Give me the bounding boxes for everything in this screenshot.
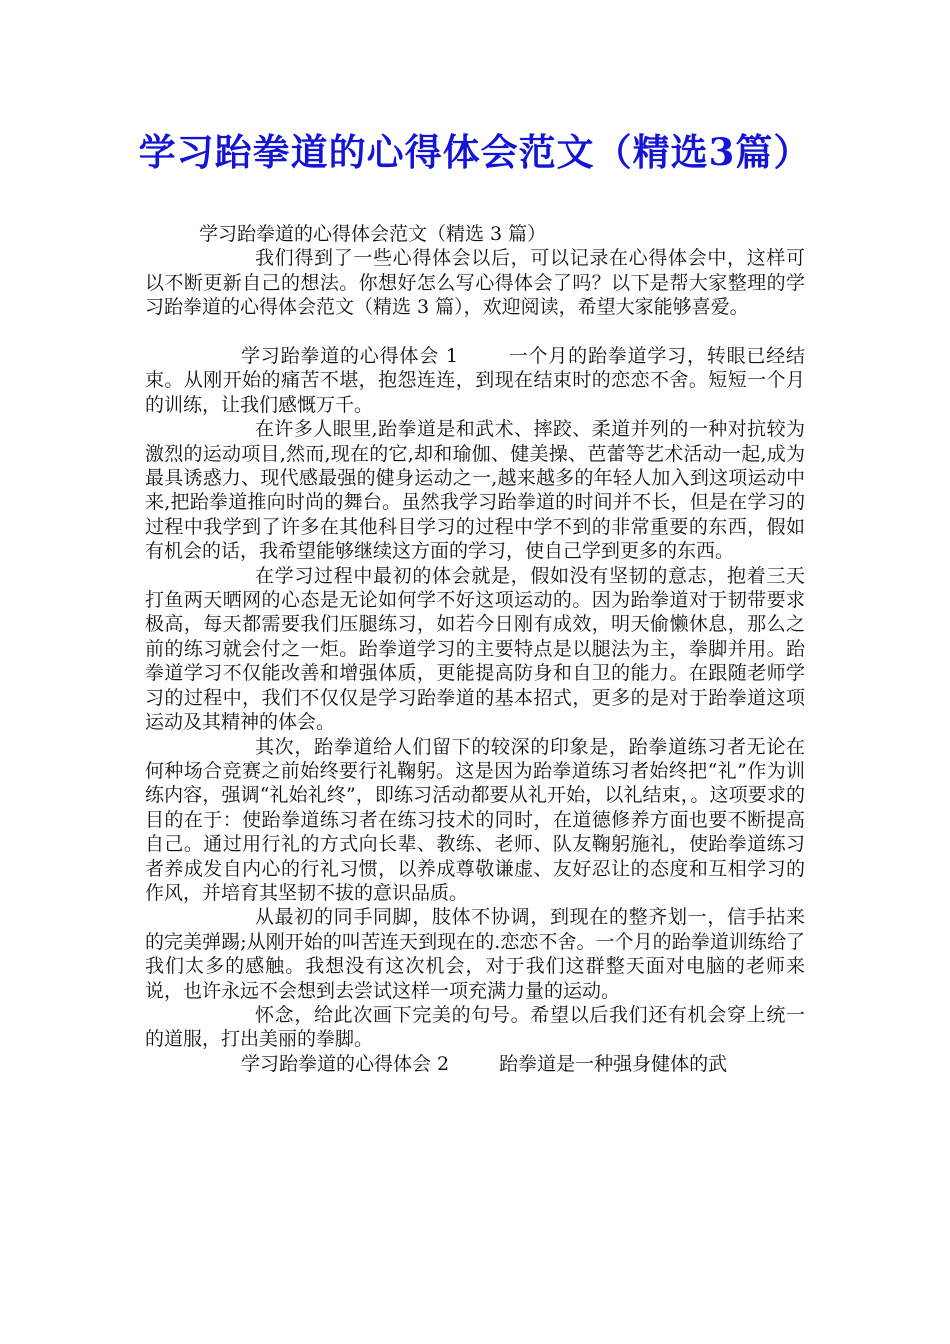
body-paragraph: 怀念，给此次画下完美的句号。希望以后我们还有机会穿上统一的道服，打出美丽的拳脚。: [145, 1003, 805, 1051]
section-1-lead: 一个月的跆拳道学习，转眼已经结束。从刚开始的痛苦不堪，抱怨连连，到现在结束时的恋恋不舍。短短一个月的训练，让我们感慨万千。: [145, 345, 805, 416]
section-2-paragraph: [145, 1052, 805, 1076]
body-paragraph: 在学习过程中最初的体会就是，假如没有坚韧的意志，抱着三天打鱼两天晒网的心态是无论如何学不好这项运动的。因为跆拳道对于韧带要求极高，每天都需要我们压腿练习，如若今日刚有成效，明天偷懒休息，那么之前的练习就会付之一炬。跆拳道学习的主要特点是以腿法为主，拳脚并用。跆拳道学习不仅能改善和增强体质，更能提高防身和自卫的能力。在跟随老师学习的过程中，我们不仅仅是学习跆拳道的基本招式，更多的是对于跆拳道这项运动及其精神的体会。: [145, 564, 805, 734]
document-body: [145, 222, 805, 1076]
document-title: 学习跆拳道的心得体会范文（精选3篇）: [138, 130, 812, 174]
section-2-lead: 跆拳道是一种强身健体的武: [499, 1052, 728, 1075]
section-2-heading: 学习跆拳道的心得体会 2: [241, 1052, 450, 1075]
intro-paragraph: 我们得到了一些心得体会以后，可以记录在心得体会中，这样可以不断更新自己的想法。你想好怎么写心得体会了吗？以下是帮大家整理的学习跆拳道的心得体会范文（精选 3 篇），欢迎阅读，希望大家能够喜爱。: [145, 247, 805, 319]
section-1-heading: 学习跆拳道的心得体会 1: [241, 345, 458, 368]
paragraph-spacer: [145, 320, 805, 344]
body-paragraph: 其次，跆拳道给人们留下的较深的印象是，跆拳道练习者无论在何种场合竞赛之前始终要行礼鞠躬。这是因为跆拳道练习者始终把“礼”作为训练内容，强调“礼始礼终”，即练习活动都要从礼开始，以礼结束，。这项要求的目的在于：使跆拳道练习者在练习技术的同时，在道德修养方面也要不断提高自己。通过用行礼的方式向长辈、教练、老师、队友鞠躬施礼，使跆拳道练习者养成发自内心的行礼习惯，以养成尊敬谦虚、友好忍让的态度和互相学习的作风，并培育其坚韧不拔的意识品质。: [145, 735, 805, 904]
body-paragraph: 在许多人眼里,跆拳道是和武术、摔跤、柔道并列的一种对抗较为激烈的运动项目,然而,现在的它,却和瑜伽、健美操、芭蕾等艺术活动一起,成为最具诱惑力、现代感最强的健身运动之一,越来越多的年轻人加入到这项运动中来,把跆拳道推向时尚的舞台。虽然我学习跆拳道的时间并不长，但是在学习的过程中我学到了许多在其他科目学习的过程中学不到的非常重要的东西，假如有机会的话，我希望能够继续这方面的学习，使自己学到更多的东西。: [145, 418, 805, 563]
body-paragraph: 从最初的同手同脚，肢体不协调，到现在的整齐划一，信手拈来的完美弹踢;从刚开始的叫苦连天到现在的.恋恋不舍。一个月的跆拳道训练给了我们太多的感触。我想没有这次机会，对于我们这群整天面对电脑的老师来说，也许永远不会想到去尝试这样一项充满力量的运动。: [145, 906, 805, 1002]
document-subtitle: 学习跆拳道的心得体会范文（精选 3 篇）: [199, 223, 547, 245]
section-1-paragraph: [145, 344, 805, 417]
